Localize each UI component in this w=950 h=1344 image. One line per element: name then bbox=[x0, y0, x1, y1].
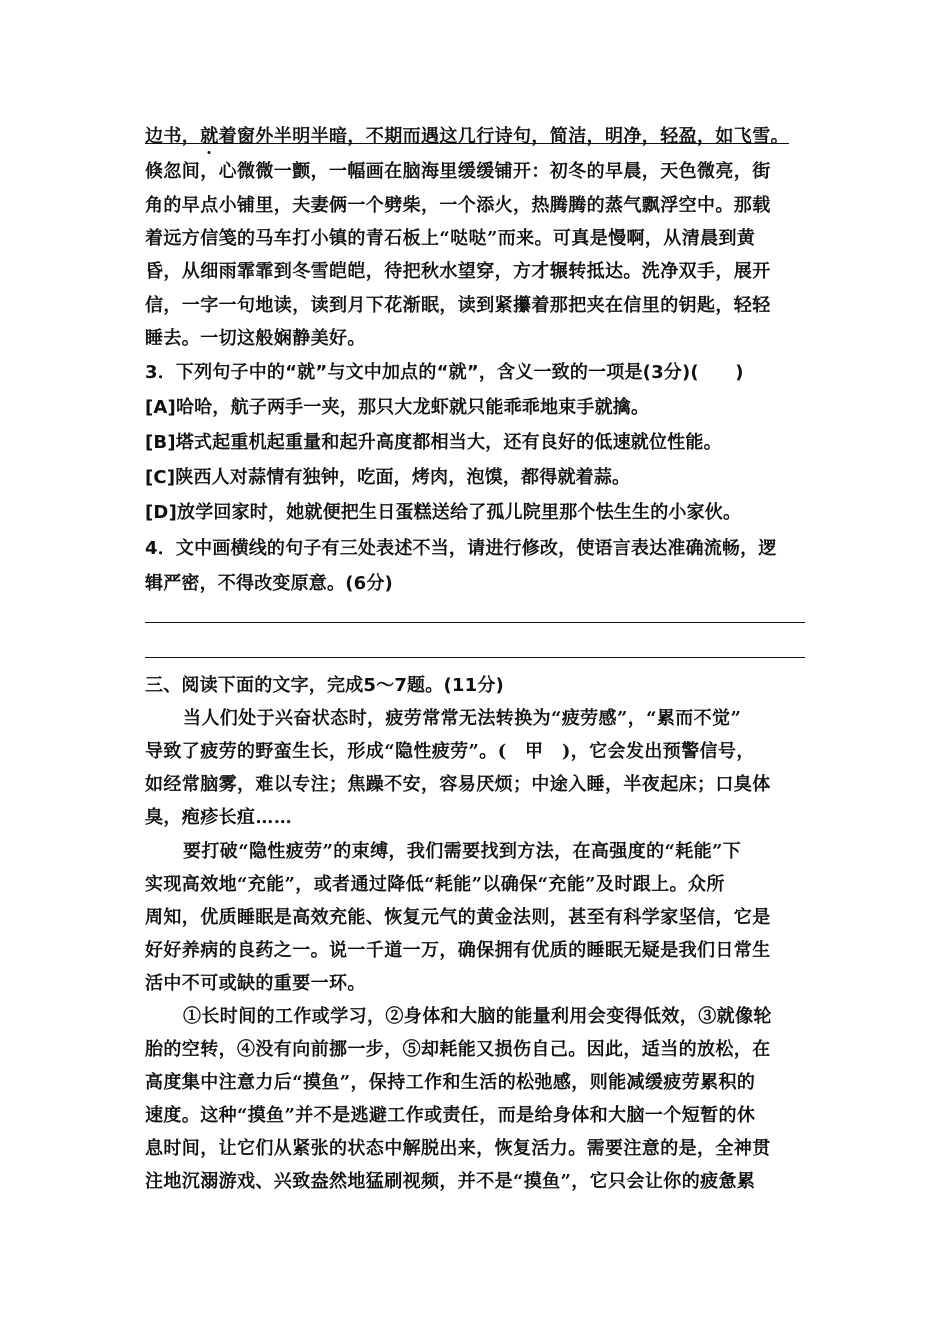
question-3-stem: 3．下列句子中的“就”与文中加点的“就”，含义一致的一项是(3分)( ) bbox=[145, 362, 744, 383]
question-4-stem-line2: 辑严密，不得改变原意。(6分) bbox=[145, 573, 393, 594]
answer-line bbox=[145, 622, 805, 623]
paragraph-2-line: 活中不可或缺的重要一环。 bbox=[145, 973, 366, 994]
option-b: [B]塔式起重机起重量和起升高度都相当大，还有良好的低速就位性能。 bbox=[145, 432, 722, 453]
paragraph-1-line: 如经常脑雾，难以专注；焦躁不安，容易厌烦；中途入睡，半夜起床；口臭体 bbox=[145, 774, 771, 795]
paragraph-1-line: 导致了疲劳的野蛮生长，形成“隐性疲劳”。( 甲 )，它会发出预警信号， bbox=[145, 741, 755, 762]
paragraph-1-line: 当人们处于兴奋状态时，疲劳常常无法转换为“疲劳感”，“累而不觉” bbox=[183, 708, 742, 729]
dotted-character: 就 bbox=[200, 126, 219, 147]
passage-line bbox=[145, 125, 811, 149]
paragraph-2-line: 周知，优质睡眠是高效充能、恢复元气的黄金法则，甚至有科学家坚信，它是 bbox=[145, 907, 771, 928]
option-c: [C]陕西人对蒜情有独钟，吃面，烤肉，泡馍，都得就着蒜。 bbox=[145, 467, 631, 488]
paragraph-1-line: 臭，疱疹长疽…… bbox=[145, 807, 293, 828]
question-4-stem-line1: 4．文中画横线的句子有三处表述不当，请进行修改，使语言表达准确流畅，逻 bbox=[145, 538, 777, 559]
paragraph-3-line: 胎的空转，④没有向前挪一步，⑤却耗能又损伤自己。因此，适当的放松，在 bbox=[145, 1039, 771, 1060]
passage-line: 着远方信笺的马车打小镇的青石板上“哒哒”而来。可真是慢啊，从清晨到黄 bbox=[145, 228, 756, 249]
paragraph-3-line: ①长时间的工作或学习，②身体和大脑的能量利用会变得低效，③就像轮 bbox=[183, 1006, 772, 1027]
paragraph-3-line: 息时间，让它们从紧张的状态中解脱出来，恢复活力。需要注意的是，全神贯 bbox=[145, 1138, 771, 1159]
passage-line: 角的早点小铺里，夫妻俩一个劈柴，一个添火，热腾腾的蒸气飘浮空中。那载 bbox=[145, 195, 771, 216]
answer-line bbox=[145, 657, 805, 658]
option-d: [D]放学回家时，她就便把生日蛋糕送给了孤儿院里那个怯生生的小家伙。 bbox=[145, 502, 742, 523]
option-a: [A]哈哈，航子两手一夹，那只大龙虾就只能乖乖地束手就擒。 bbox=[145, 397, 650, 418]
passage-line: 睡去。一切这般娴静美好。 bbox=[145, 328, 366, 349]
paragraph-2-line: 好好养病的良药之一。说一千道一万，确保拥有优质的睡眠无疑是我们日常生 bbox=[145, 940, 771, 961]
passage-line: 信，一字一句地读，读到月下花渐眠，读到紧攥着那把夹在信里的钥匙，轻轻 bbox=[145, 295, 771, 316]
paragraph-2-line: 实现高效地“充能”，或者通过降低“耗能”以确保“充能”及时跟上。众所 bbox=[145, 874, 725, 895]
paragraph-3-line: 注地沉溺游戏、兴致盎然地猛刷视频，并不是“摸鱼”，它只会让你的疲惫累 bbox=[145, 1171, 756, 1192]
paragraph-3-line: 速度。这种“摸鱼”并不是逃避工作或责任，而是给身体和大脑一个短暂的休 bbox=[145, 1105, 756, 1126]
section-3-heading: 三、阅读下面的文字，完成5～7题。(11分) bbox=[145, 675, 504, 696]
paragraph-2-line: 要打破“隐性疲劳”的束缚，我们需要找到方法，在高强度的“耗能”下 bbox=[183, 841, 742, 862]
passage-line: 昏，从细雨霏霏到冬雪皑皑，待把秋水望穿，方才辗转抵达。洗净双手，展开 bbox=[145, 261, 771, 282]
passage-line: 倏忽间，心微微一颤，一幅画在脑海里缓缓铺开：初冬的早晨，天色微亮，街 bbox=[145, 161, 771, 182]
underlined-text: 边书， bbox=[145, 126, 201, 147]
paragraph-3-line: 高度集中注意力后“摸鱼”，保持工作和生活的松弛感，则能减缓疲劳累积的 bbox=[145, 1072, 756, 1093]
underlined-text: 着窗外半明半暗，不期而遇这几行诗句，简洁，明净，轻盈，如飞雪。 bbox=[218, 126, 790, 147]
